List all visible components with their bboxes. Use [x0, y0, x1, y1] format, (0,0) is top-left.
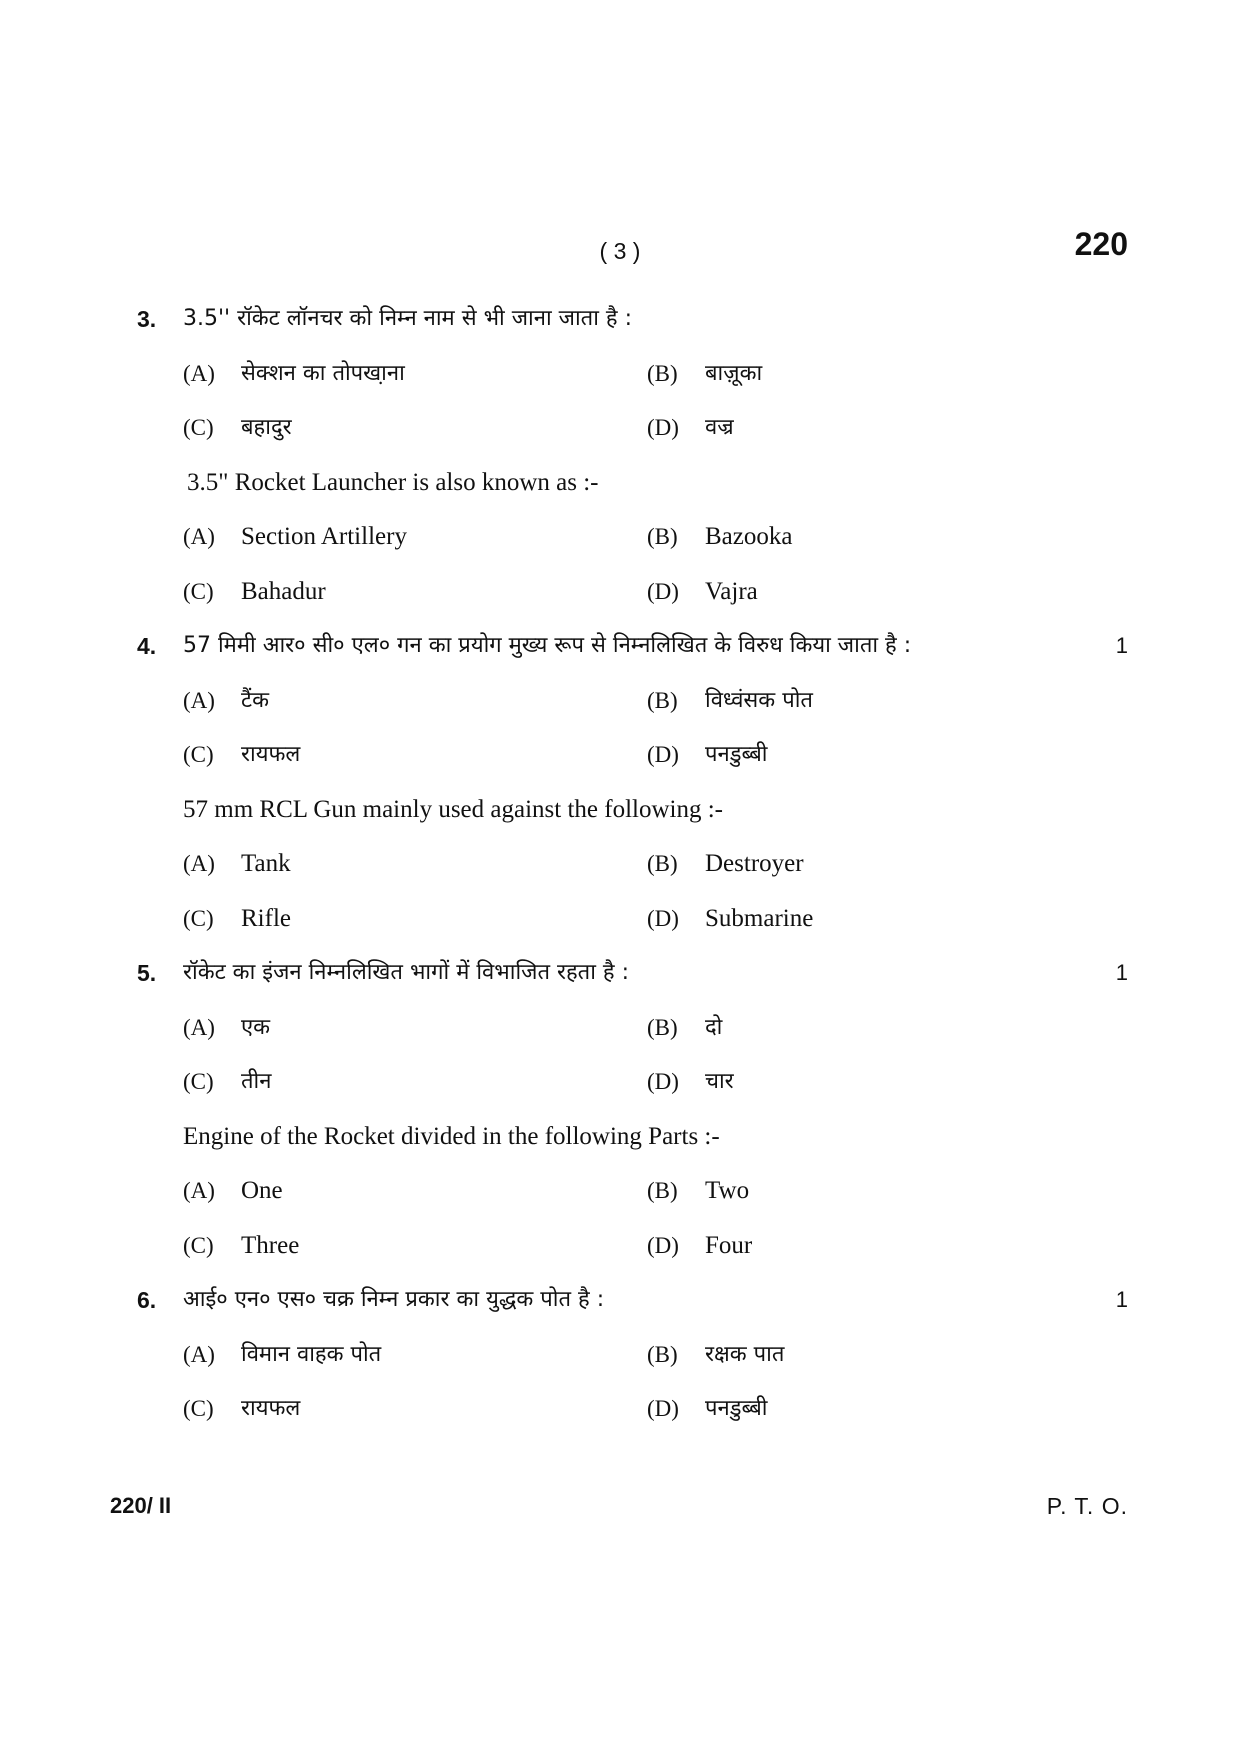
option-label: (B) [647, 687, 678, 713]
options-row [0, 1001, 1240, 1056]
option-label: (D) [647, 742, 679, 767]
option-text: दो [705, 1014, 723, 1040]
option-label: (B) [647, 1178, 678, 1203]
option-label: (B) [647, 851, 678, 876]
question-5-english-stem-line [0, 1110, 1240, 1165]
footer-pto: P. T. O. [1046, 1493, 1128, 1519]
option-label: (A) [183, 687, 215, 713]
question-marks: 1 [1115, 1287, 1128, 1312]
option-text: एक [241, 1014, 271, 1040]
option-label: (A) [183, 1341, 215, 1367]
question-3-stem-line [0, 292, 1240, 347]
paper-code: 220 [1074, 226, 1128, 262]
question-6-stem-line [0, 1273, 1240, 1328]
option-label: (C) [183, 1232, 214, 1258]
options-row [0, 347, 1240, 402]
option-text: Four [705, 1231, 753, 1259]
option-label: (A) [183, 524, 215, 549]
option-text: Tank [241, 850, 291, 877]
option-text: रायफल [241, 742, 301, 767]
options-row [0, 674, 1240, 729]
question-stem-english: 57 mm RCL Gun mainly used against the following :- [183, 795, 723, 823]
option-label: (B) [647, 524, 678, 549]
option-text: Rifle [241, 904, 291, 932]
option-text: Bahadur [241, 577, 326, 605]
option-text: तीन [241, 1069, 272, 1094]
question-marks: 1 [1115, 960, 1128, 985]
option-text: Vajra [705, 577, 758, 605]
question-stem-hindi: आई० एन० एस० चक्र निम्न प्रकार का युद्धक पोत है : [183, 1287, 605, 1312]
options-row [0, 1055, 1240, 1110]
option-label: (C) [183, 905, 214, 931]
option-label: (A) [183, 851, 215, 876]
question-3 [0, 292, 1240, 619]
option-label: (D) [647, 1069, 679, 1094]
option-label: (B) [647, 1014, 678, 1040]
options-row [0, 892, 1240, 947]
option-label: (D) [647, 415, 679, 440]
question-list [0, 292, 1240, 1437]
option-text: Bazooka [705, 523, 793, 550]
option-text: पनडुब्बी [705, 742, 768, 767]
question-number: 5. [137, 960, 157, 986]
options-row [0, 1382, 1240, 1437]
option-label: (B) [647, 360, 678, 386]
options-row [0, 401, 1240, 456]
question-4 [0, 619, 1240, 946]
question-stem-hindi: 57 मिमी आर० सी० एल० गन का प्रयोग मुख्य रूप से निम्नलिखित के विरुध किया जाता है : [183, 633, 912, 658]
footer-paper-code: 220/ II [110, 1493, 172, 1518]
question-5-stem-line [0, 946, 1240, 1001]
option-text: बाजू़का [705, 360, 763, 386]
question-4-stem-line [0, 619, 1240, 674]
question-3-english-stem-line [0, 456, 1240, 511]
option-label: (A) [183, 360, 215, 386]
question-number: 3. [137, 306, 157, 332]
question-stem-hindi: रॉकेट का इंजन निम्नलिखित भागों में विभाजित रहता है : [183, 960, 630, 985]
question-4-english-stem-line [0, 783, 1240, 838]
option-text: विध्वंसक पोत [705, 687, 813, 713]
option-label: (C) [183, 742, 214, 767]
question-marks: 1 [1115, 633, 1128, 658]
option-label: (D) [647, 1232, 679, 1258]
options-row [0, 1164, 1240, 1219]
options-row [0, 837, 1240, 892]
question-stem-english: 3.5" Rocket Launcher is also known as :- [187, 468, 599, 496]
question-6 [0, 1273, 1240, 1437]
option-text: Submarine [705, 904, 814, 932]
options-row [0, 1219, 1240, 1274]
option-text: विमान वाहक पोत [241, 1341, 382, 1367]
option-text: बहादुर [241, 415, 292, 440]
option-text: One [241, 1177, 283, 1204]
option-label: (B) [647, 1341, 678, 1367]
options-row [0, 510, 1240, 565]
option-label: (D) [647, 905, 679, 931]
question-stem-english: Engine of the Rocket divided in the following Parts :- [183, 1122, 720, 1150]
option-label: (C) [183, 1069, 214, 1094]
option-text: Two [705, 1177, 750, 1204]
question-number: 4. [137, 633, 157, 659]
option-text: रक्षक पात [705, 1341, 785, 1367]
option-label: (C) [183, 578, 214, 604]
option-text: Three [241, 1231, 300, 1259]
option-text: पनडुब्बी [705, 1396, 768, 1421]
option-text: Section Artillery [241, 523, 407, 550]
option-text: Destroyer [705, 850, 804, 877]
option-text: चार [705, 1069, 734, 1094]
option-label: (A) [183, 1014, 215, 1040]
question-number: 6. [137, 1287, 157, 1313]
question-stem-hindi: 3.5'' रॉकेट लॉनचर को निम्न नाम से भी जाना जाता है : [183, 306, 632, 331]
options-row [0, 1328, 1240, 1383]
page-number: ( 3 ) [599, 238, 641, 264]
option-text: टैंक [241, 687, 269, 713]
option-text: वज्र [705, 415, 734, 440]
option-label: (D) [647, 578, 679, 604]
option-label: (C) [183, 1396, 214, 1421]
option-label: (D) [647, 1396, 679, 1421]
options-row [0, 728, 1240, 783]
option-label: (C) [183, 415, 214, 440]
option-text: रायफल [241, 1396, 301, 1421]
option-label: (A) [183, 1178, 215, 1203]
option-text: सेक्शन का तोपखा़ना [241, 360, 405, 386]
options-row [0, 565, 1240, 620]
question-5 [0, 946, 1240, 1273]
